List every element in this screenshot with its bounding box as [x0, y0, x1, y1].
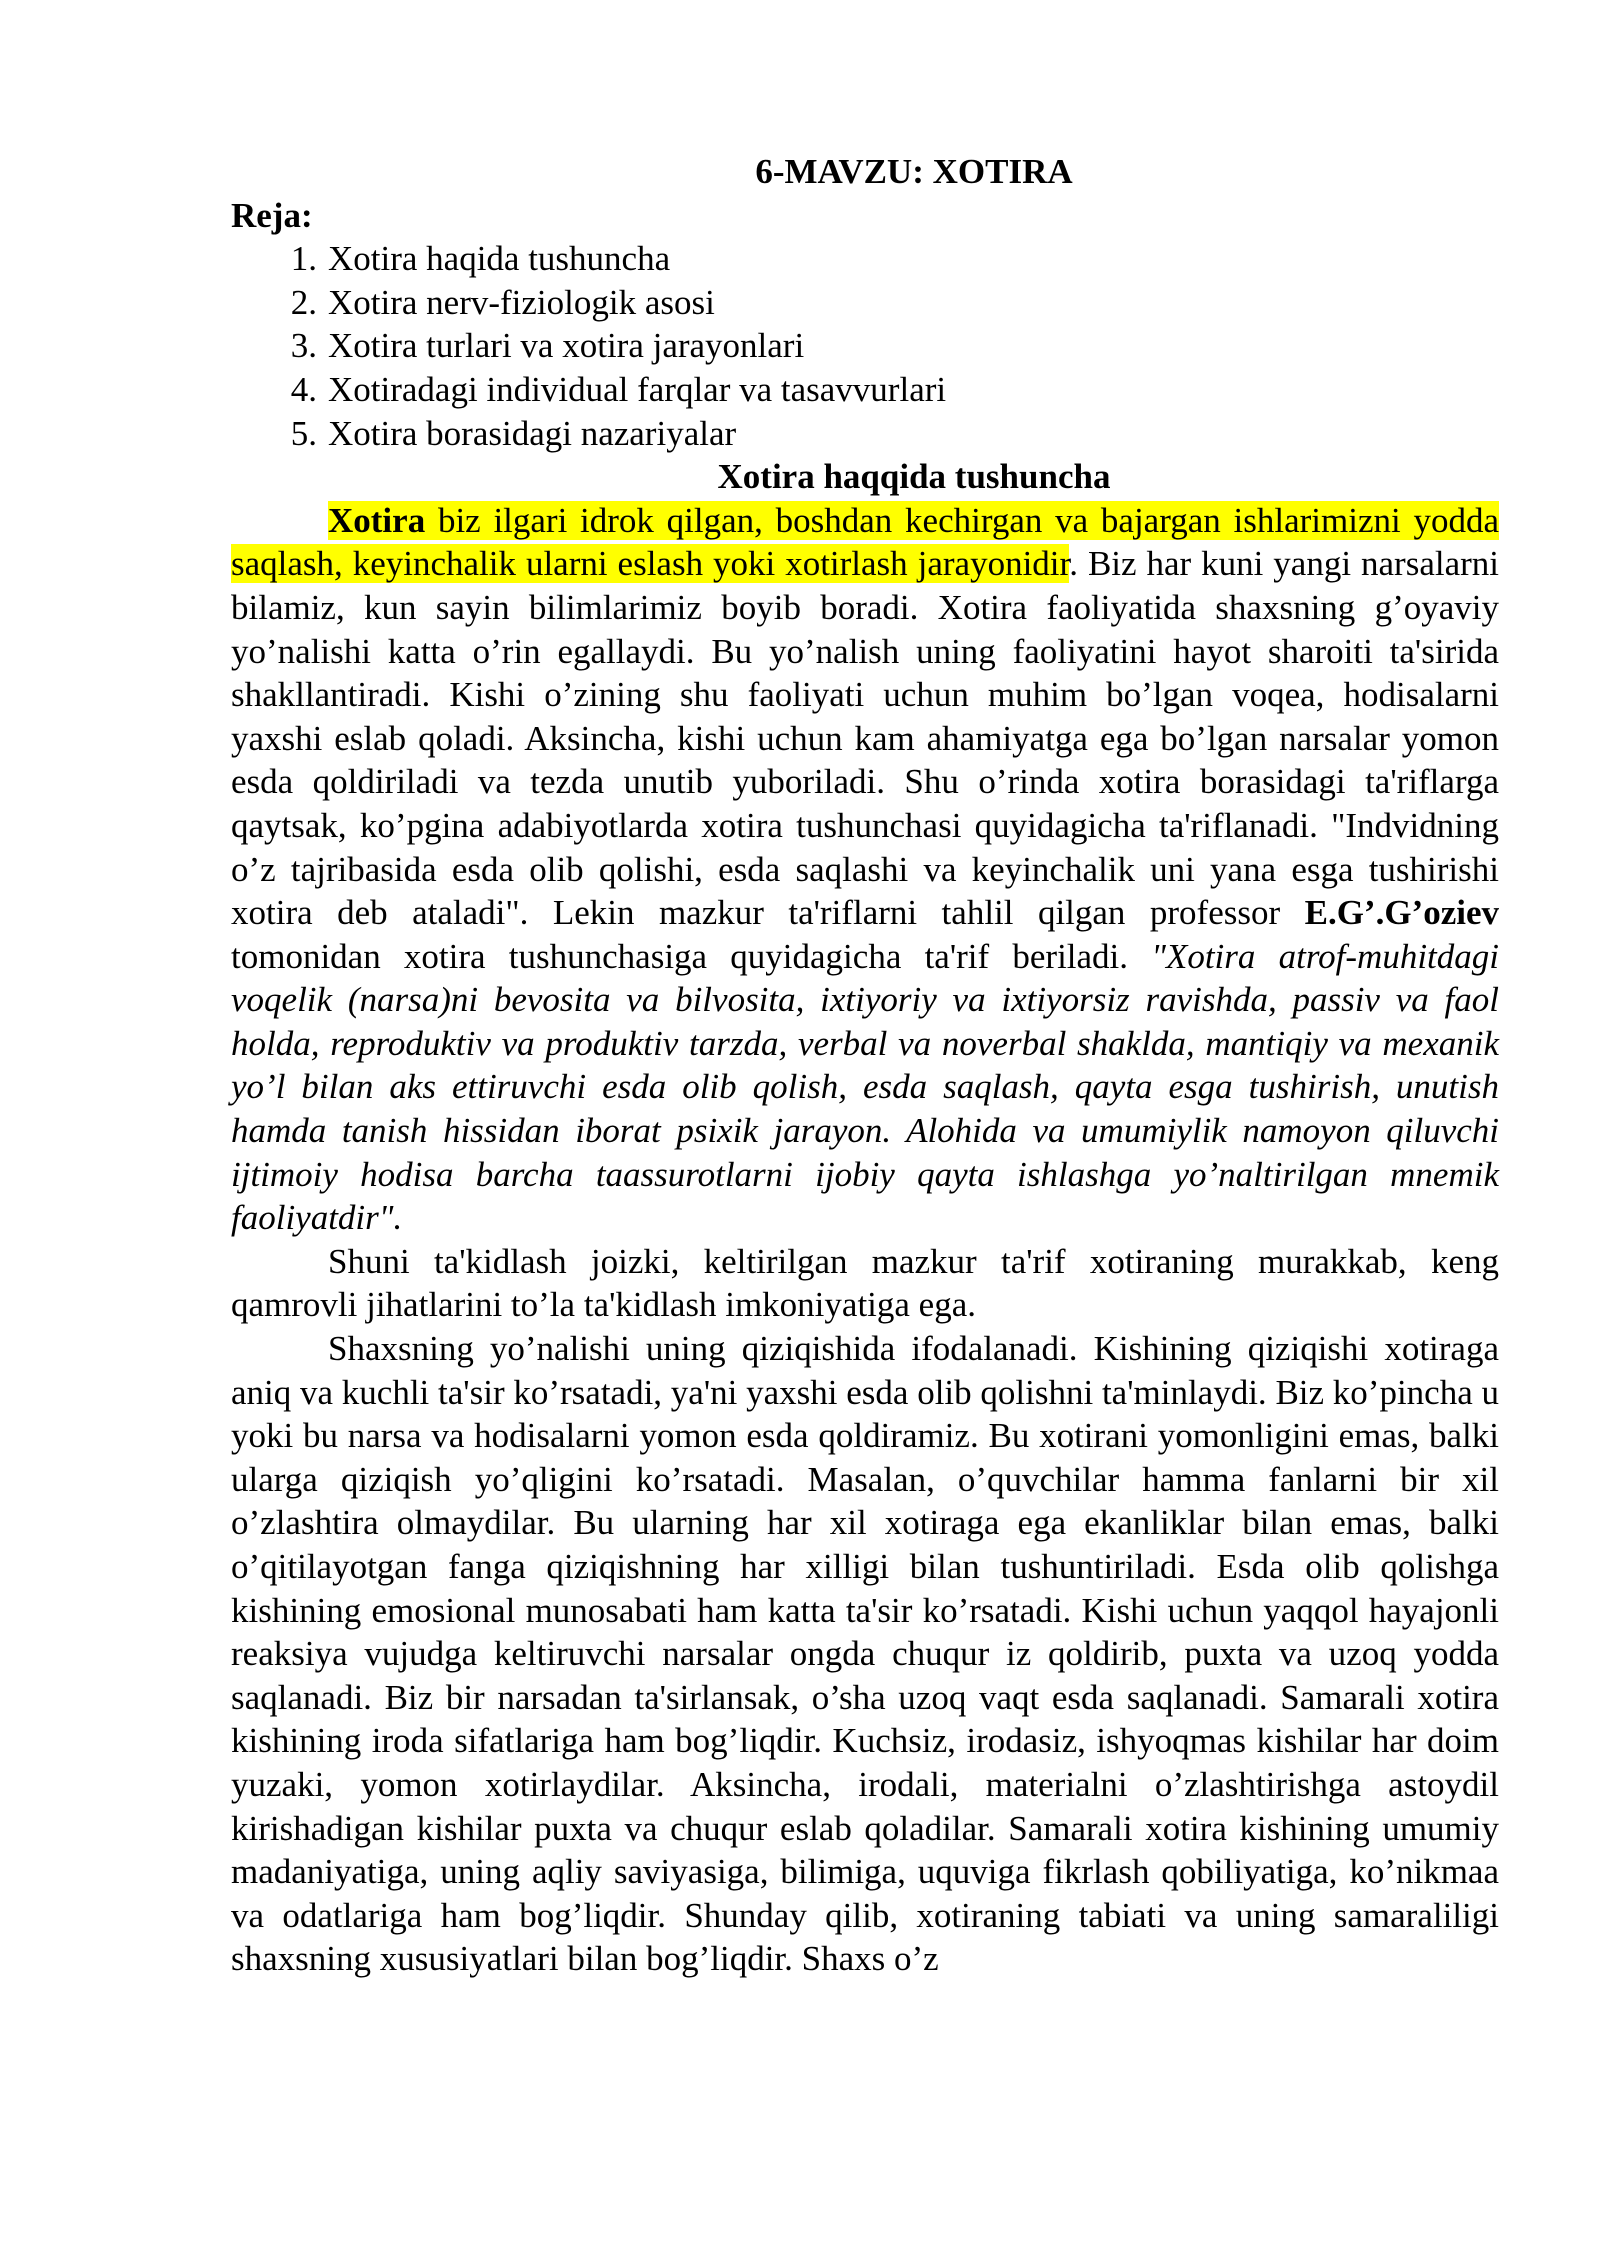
paragraph-text: tomonidan xotira tushunchasiga quyidagicha ta'rif beriladi. [231, 936, 1152, 976]
paragraph-text: . Biz har kuni yangi narsalarni bilamiz, kun sayin bilimlarimiz boyib boradi. Xotira faoliyatida shaxsning g’oyaviy yo’nalishi katta o’rin egallaydi. Bu yo’nalish uning faoliyatini hayot sharoiti ta'sirida shakllantiradi. Kishi o’zining shu faoliyati uchun muhim bo’lgan voqea, hodisalarni yaxshi eslab qoladi. Aksincha, kishi uchun kam ahamiyatga ega bo’lgan narsalar yomon esda qoldiriladi va tezda unutib yuboriladi. Shu o’rinda xotira borasidagi ta'riflarga qaytsak, ko’pgina adabiyotlarda xotira tushunchasi quyidagicha ta'riflanadi. "Indvidning o’z tajribasida esda olib qolishi, esda saqlashi va keyinchalik uni yana esga tushirishi xotira deb ataladi". Lekin mazkur ta'riflarni tahlil qilgan professor [231, 544, 1499, 933]
plan-item-number: 4. [290, 369, 317, 409]
paragraph-interest: Shaxsning yo’nalishi uning qiziqishida ifodalanadi. Kishining qiziqishi xotiraga aniq va kuchli ta'sir ko’rsatadi, ya'ni yaxshi esda olib qolishni ta'minlaydi. Biz ko’pincha u yoki bu narsa va hodisalarni yomon esda qoldiramiz. Bu xotirani yomonligini emas, balki ularga qiziqish yo’qligini ko’rsatadi. Masalan, o’quvchilar hamma fanlarni bir xil o’zlashtira olmaydilar. Bu ularning har xil xotiraga ega ekanliklar bilan emas, balki o’qitilayotgan fanga qiziqishning har xilligi bilan tushuntiriladi. Esda olib qolishga kishining emosional munosabati ham katta ta'sir ko’rsatadi. Kishi uchun yaqqol hayajonli reaksiya vujudga keltiruvchi narsalar ongda chuqur iz qoldirib, puxta va uzoq yodda saqlanadi. Biz bir narsadan ta'sirlansak, o’sha uzoq vaqt esda saqlanadi. Samarali xotira kishining iroda sifatlariga ham bog’liqdir. Kuchsiz, irodasiz, ishyoqmas kishilar har doim yuzaki, yomon xotirlaydilar. Aksincha, irodali, materialni o’zlashtirishga astoydil kirishadigan kishilar puxta va chuqur eslab qoladilar. Samarali xotira kishining umumiy madaniyatiga, uning aqliy saviyasiga, bilimiga, uquviga fikrlash qobiliyatiga, ko’nikmaa va odatlariga ham bog’liqdir. Shunday qilib, xotiraning tabiati va uning samaraliligi shaxsning xususiyatlari bilan bog’liqdir. Shaxs o’z [231, 1329, 1499, 1979]
plan-item-number: 2. [290, 282, 317, 322]
plan-item [231, 324, 1499, 368]
definition-quote: "Xotira atrof-muhitdagi voqelik (narsa)ni bevosita va bilvosita, ixtiyoriy va ixtiyorsiz ravishda, passiv va faol holda, reproduktiv va produktiv tarzda, verbal va noverbal shaklda, mantiqiy va mexanik yo’l bilan aks ettiruvchi esda olib qolish, esda saqlash, qayta esga tushirish, unutish hamda tanish hissidan iborat psixik jarayon. Alohida va umumiylik namoyon qiluvchi ijtimoiy hodisa barcha taassurotlarni ijobiy qayta ishlashga yo’naltirilgan mnemik faoliyatdir". [231, 936, 1499, 1238]
paragraph-comment: Shuni ta'kidlash joizki, keltirilgan mazkur ta'rif xotiraning murakkab, keng qamrovli jihatlarini to’la ta'kidlash imkoniyatiga ega. [231, 1241, 1499, 1325]
plan-item-number: 1. [290, 239, 317, 279]
highlighted-definition: biz ilgari idrok qilgan, boshdan kechirgan va bajargan ishlarimizni yodda saqlash, keyinchalik ularni eslash yoki xotirlash jarayonidir [231, 500, 1499, 584]
plan-item [231, 368, 1499, 412]
paragraph-definition [231, 499, 1499, 1240]
plan-item-text: Xotiradagi individual farqlar va tasavvurlari [328, 369, 947, 409]
plan-item-text: Xotira haqida tushuncha [328, 239, 671, 279]
highlighted-term: Xotira [328, 500, 426, 540]
author-name: E.G’.G’oziev [1304, 893, 1499, 933]
plan-list [231, 237, 1499, 455]
plan-item-number: 5. [290, 413, 317, 453]
plan-item [231, 281, 1499, 325]
plan-heading: Reja: [231, 195, 313, 235]
document-page [231, 150, 1499, 1981]
plan-item [231, 412, 1499, 456]
plan-item-text: Xotira nerv-fiziologik asosi [328, 282, 715, 322]
plan-item-text: Xotira borasidagi nazariyalar [328, 413, 737, 453]
section-heading: Xotira haqqida tushuncha [717, 457, 1111, 497]
document-title: 6-MAVZU: XOTIRA [755, 152, 1073, 191]
plan-item [231, 237, 1499, 281]
plan-item-text: Xotira turlari va xotira jarayonlari [328, 326, 805, 366]
plan-item-number: 3. [290, 326, 317, 366]
